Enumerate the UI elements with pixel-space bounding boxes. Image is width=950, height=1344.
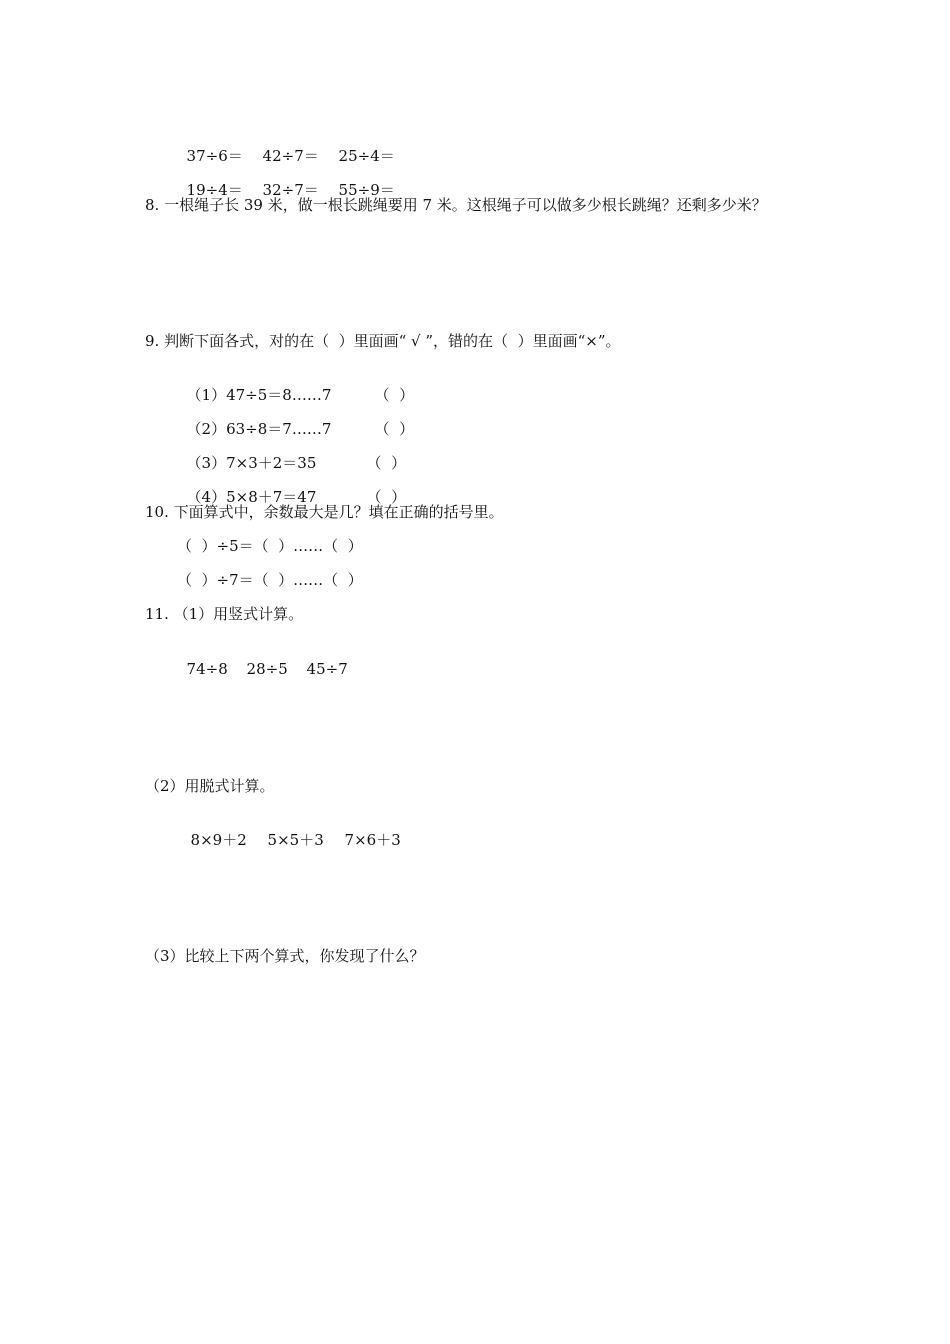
q9-item-2-expr: （2）63÷8＝7……7	[186, 420, 332, 438]
q10-line-2: （ ）÷7＝（ ）……（ ）	[177, 571, 363, 589]
q7-expr-4: 19÷4＝	[186, 181, 243, 199]
q10-line-1: （ ）÷5＝（ ）……（ ）	[177, 537, 363, 555]
q11-part-1-heading: 11. （1）用竖式计算。	[145, 605, 304, 623]
q7-expr-1: 37÷6＝	[186, 147, 243, 165]
q9-item-1-blank: （ ）	[374, 386, 415, 404]
q11-part-3-heading: （3）比较上下两个算式，你发现了什么？	[145, 947, 425, 965]
q7-row-2	[177, 160, 395, 200]
q11-part-2-expr-1: 8×9＋2	[190, 831, 247, 849]
q9-item-4-blank: （ ）	[366, 488, 407, 506]
q9-item-1-expr: （1）47÷5＝8……7	[186, 386, 332, 404]
q11-part-1-expr-1: 74÷8	[186, 660, 228, 678]
q11-part-2-expr-3: 7×6＋3	[344, 831, 401, 849]
q11-part-2-expr-2: 5×5＋3	[267, 831, 324, 849]
q9-item-3-expr: （3）7×3＋2＝35	[186, 454, 317, 472]
q11-part-2-exprs	[181, 810, 401, 850]
q9-item-4	[177, 467, 406, 507]
q10-question: 10. 下面算式中，余数最大是几？填在正确的括号里。	[145, 503, 504, 521]
q11-part-1-exprs	[177, 639, 348, 679]
q11-part-1-expr-2: 28÷5	[246, 660, 288, 678]
q9-item-3-blank: （ ）	[366, 454, 407, 472]
q8-question: 8. 一根绳子长 39 米，做一根长跳绳要用 7 米。这根绳子可以做多少根长跳绳？还剩多少米？	[145, 196, 767, 214]
q9-question: 9. 判断下面各式，对的在（ ）里面画“ √ ”，错的在（ ）里面画“×”。	[145, 332, 621, 350]
q7-expr-6: 55÷9＝	[338, 181, 395, 199]
q9-item-2-blank: （ ）	[374, 420, 415, 438]
q7-expr-3: 25÷4＝	[338, 147, 395, 165]
q7-expr-2: 42÷7＝	[262, 147, 319, 165]
q11-part-2-heading: （2）用脱式计算。	[145, 777, 275, 795]
q11-part-1-expr-3: 45÷7	[306, 660, 348, 678]
q9-item-4-expr: （4）5×8＋7＝47	[186, 488, 317, 506]
q7-expr-5: 32÷7＝	[262, 181, 319, 199]
